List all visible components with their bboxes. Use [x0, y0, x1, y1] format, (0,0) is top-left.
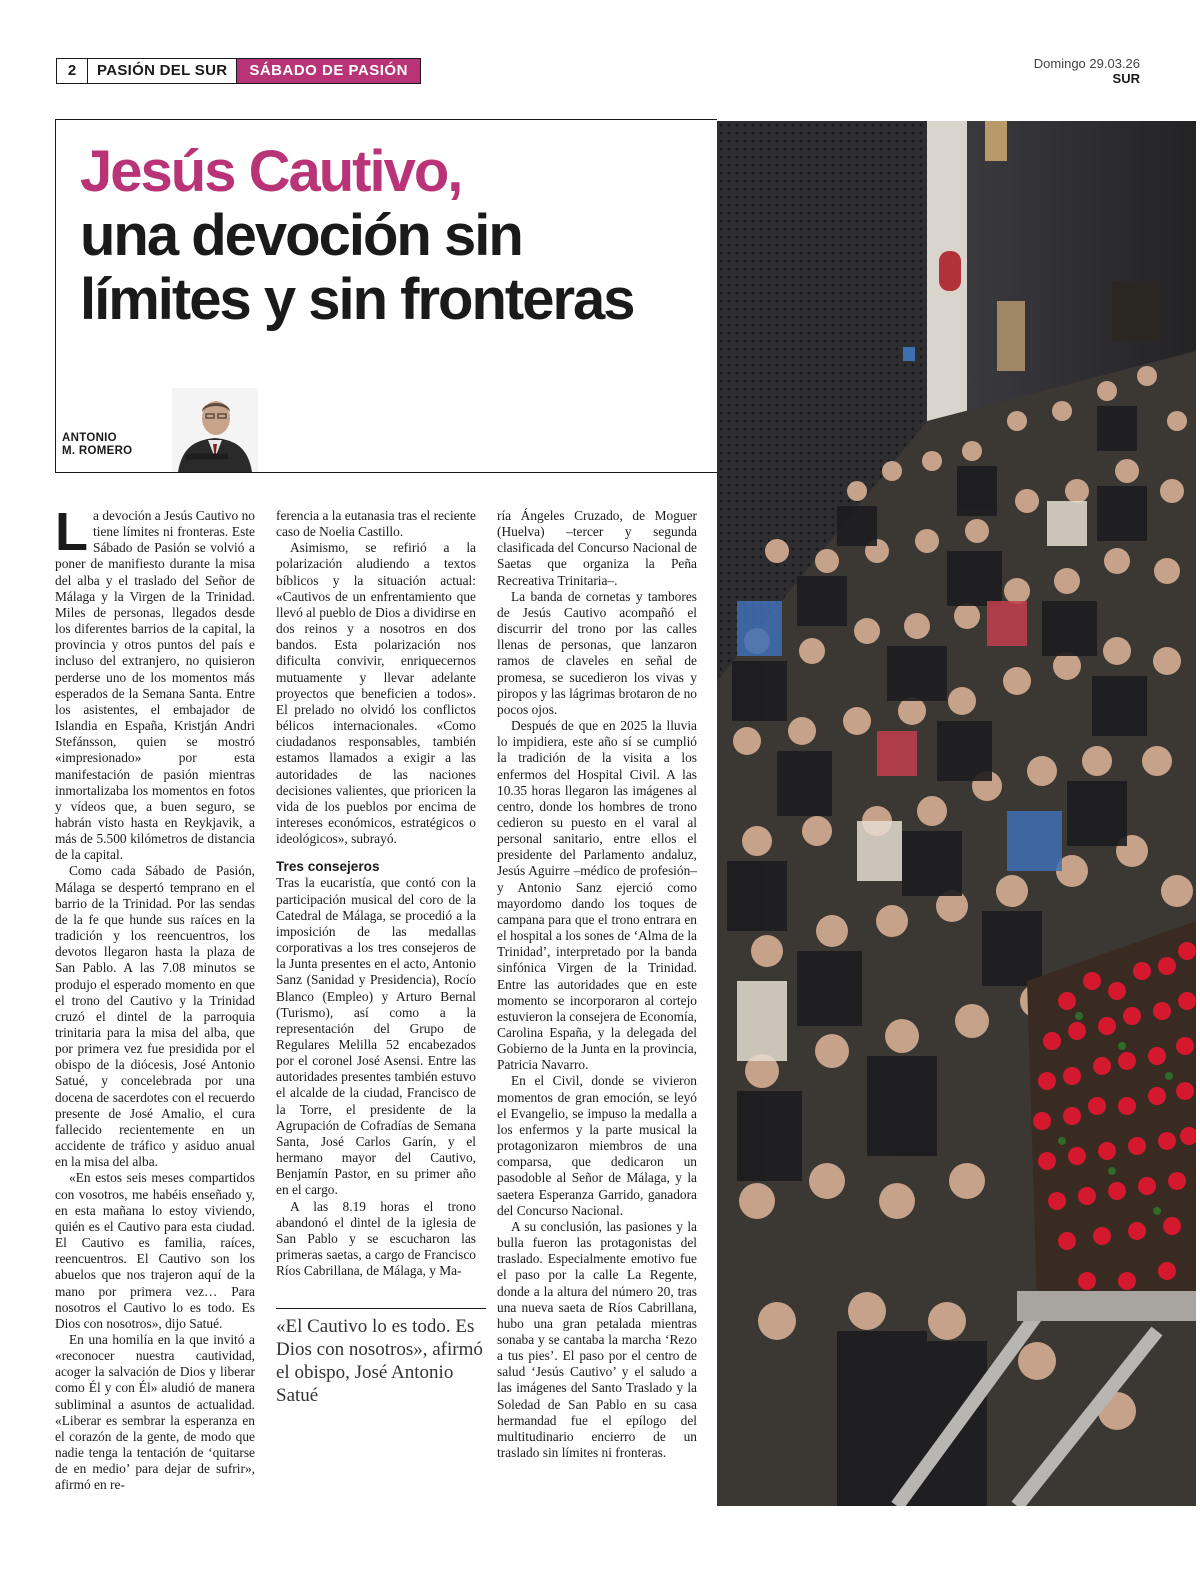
lead-paragraph-text: a devoción a Jesús Cautivo no tiene límites ni fronteras. Este Sábado de Pasión se volvió a poner de manifiesto durante la misa del alba y el traslado del Señor de Málaga y la Virgen de la Trinidad. Miles de personas, llegados desde los diferentes barrios de la capital, la provincia y otros puntos del país e incluso del extranjero, no quisieron perderse uno de los momentos más esperados de la Semana Santa. Entre los asistentes, el embajador de Islandia en España, Kristján Andri Stefánsson, quien se mostró «impresionado» por esta manifestación de pasión mientras inmortalizaba los momentos en fotos y vídeos que, a buen seguro, se habrán visto hasta en Reykjavik, a más de 5.500 kilómetros de distancia de la capital. [55, 508, 255, 863]
article-paragraph: A las 8.19 horas el trono abandonó el dintel de la iglesia de San Pablo y se escucharon las primeras saetas, a cargo de Francisco Ríos Cabrillana, de Málaga, y Ma- [276, 1198, 476, 1279]
section-header [56, 58, 421, 84]
article-paragraph: En el Civil, donde se vivieron momentos de gran emoción, se leyó el Evangelio, se impuso la medalla a los enfermos y la parte musical la protagonizaron miembros de una comparsa, que dedicaron un pasodoble al Señor de Málaga, y la saetera Esperanza Garrido, ganadora del Concurso Nacional. [497, 1073, 697, 1218]
headline [80, 140, 700, 332]
page-number: 2 [57, 59, 88, 83]
article-paragraph: Tras la eucaristía, que contó con la participación musical del coro de la Catedral de Málaga, se procedió a la imposición de las medallas corporativas a los tres consejeros de la Junta presentes en el acto, Antonio Sanz (Sanidad y Presidencia), Rocío Blanco (Empleo) y Arturo Bernal (Turismo), así como a la representación del Grupo de Regulares Melilla 52 encabezados por el coronel José Asensi. Entre las autoridades presentes también estuvo el alcalde de la ciudad, Francisco de la Torre, el presidente de la Agrupación de Cofradías de Semana Santa, José Carlos Garín, y el hermano mayor del Cautivo, Benjamín Pastor, en su primer año en el cargo. [276, 875, 476, 1198]
article-column-1 [55, 502, 255, 1494]
article-paragraph: En una homilía en la que invitó a «reconocer nuestra cautividad, acoger la salvación de Dios y liberar como Él y con Él» aludió de manera subliminal a asuntos de actualidad. «Liberar es sembrar la esperanza en el corazón de la gente, de modo que nadie tenga la tentación de ‘quitarse de en medio’ para dejar de sufrir», afirmó en re- [55, 1331, 255, 1493]
crowd-photo-illustration [717, 121, 1196, 1506]
article-paragraph: Como cada Sábado de Pasión, Málaga se despertó temprano en el barrio de la Trinidad. Por las sendas de la fe que hunde sus raíces en la tradición y los reencuentros, los devotos llegaron hasta la plaza de San Pablo. A las 7.08 minutos se produjo el esperado momento en que el trono del Cautivo y la Trinidad cruzó el dintel de la parroquia trinitaria para la misa del alba, que por primera vez fue presidida por el obispo de la diócesis, José Antonio Satué, y concelebrada por una docena de sacerdotes con el recuerdo presente de José Amalio, el cura fallecido recientemente en un accidente de tráfico y asiduo anual en la misa del alba. [55, 863, 255, 1170]
issue-date: Domingo 29.03.26 [1033, 56, 1140, 71]
byline [62, 432, 132, 458]
drop-cap: L [55, 502, 88, 562]
article-paragraph: Asimismo, se refirió a la polarización aludiendo a textos bíblicos y la situación actual: «Cautivos de un enfrentamiento que llevó al pueblo de Dios a dividirse en dos reinos y a nosotros en dos bandos. Esta polarización nos dificulta convivir, enriquecernos mutuamente y llevar adelante proyectos que beneficien a todos». El prelado no olvidó los conflictos bélicos internacionales. «Como ciudadanos responsables, también estamos llamados a exigir a las autoridades de las naciones decisiones valientes, que prioricen la vida de los pueblos por encima de intereses económicos, estratégicos o ideológicos», subrayó. [276, 540, 476, 847]
procession-photo [717, 121, 1196, 1506]
article-paragraph: La banda de cornetas y tambores de Jesús Cautivo acompañó el discurrir del trono por las calles llenas de personas, que lanzaron ramos de claveles en señal de promesa, se sucedieron los vivas y piropos y las lágrimas brotaron de no pocos ojos. [497, 588, 697, 717]
article-subhead: Tres consejeros [276, 859, 380, 875]
publication-name: SUR [1112, 71, 1140, 86]
article-paragraph: A su conclusión, las pasiones y la bulla fueron las protagonistas del traslado. Especialmente emotivo fue el paso por la calle La Regente, donde a la altura del número 20, tras una nueva saeta de Ríos Cabrillana, hubo una gran petalada mientras sonaba y se cantaba la marcha ‘Rezo a tus pies’. El paso por el centro de salud ‘Jesús Cautivo’ y el saludo a las imágenes del Santo Traslado y la Soledad de San Pablo en su casa hermandad fue el epílogo del multitudinario encierro de un traslado sin límites ni fronteras. [497, 1218, 697, 1461]
section-label: PASIÓN DEL SUR [88, 59, 237, 83]
article-paragraph: ferencia a la eutanasia tras el reciente caso de Noelia Castillo. [276, 508, 476, 540]
subsection-label: SÁBADO DE PASIÓN [237, 59, 420, 83]
author-second-line: M. ROMERO [62, 445, 133, 457]
article-column-2 [276, 508, 476, 1279]
author-portrait [172, 388, 258, 472]
pull-quote: «El Cautivo lo es todo. Es Dios con nosotros», afirmó el obispo, José Antonio Satué [276, 1308, 486, 1407]
article-paragraph: ría Ángeles Cruzado, de Moguer (Huelva) –tercer y segunda clasificada del Concurso Nacional de Saetas que organiza la Peña Recreativa Trinitaria–. [497, 508, 697, 588]
article-column-3 [497, 508, 697, 1461]
headline-rest: una devoción sin límites y sin fronteras [80, 203, 634, 332]
article-paragraph: Después de que en 2025 la lluvia lo impidiera, este año sí se cumplió la tradición de la visita a los enfermos del Hospital Civil. A las 10.35 horas llegaron las imágenes al centro, donde los hombres de trono cedieron su puesto en el varal al personal sanitario, entre ellos el presidente del Parlamento andaluz, Jesús Aguirre –médico de profesión– y Antonio Sanz ejerció como mayordomo dando los toques de campana para que el trono entrara en el hospital a los sones de ‘Alma de la Trinidad’, interpretado por la banda sinfónica Virgen de la Trinidad. Entre las autoridades que en este momento se incorporaron al cortejo estuvieron la consejera de Economía, Carolina España, y la delegada del Gobierno de la Junta en la provincia, Patricia Navarro. [497, 718, 697, 1073]
author-first-line: ANTONIO [62, 432, 117, 444]
headline-box [55, 119, 717, 473]
article-paragraph [55, 502, 255, 863]
headline-highlight: Jesús Cautivo, [80, 139, 462, 204]
dateline [1034, 56, 1140, 86]
article-paragraph: «En estos seis meses compartidos con vosotros, me habéis enseñado y, en esta mañana lo estoy viviendo, quién es el Cautivo para esta ciudad. El Cautivo es familia, raíces, reencuentros. El Cautivo son los abuelos que nos trajeron aquí de la mano por primera vez… Para nosotros el Cautivo lo es todo. Es Dios con nosotros», dijo Satué. [55, 1170, 255, 1331]
